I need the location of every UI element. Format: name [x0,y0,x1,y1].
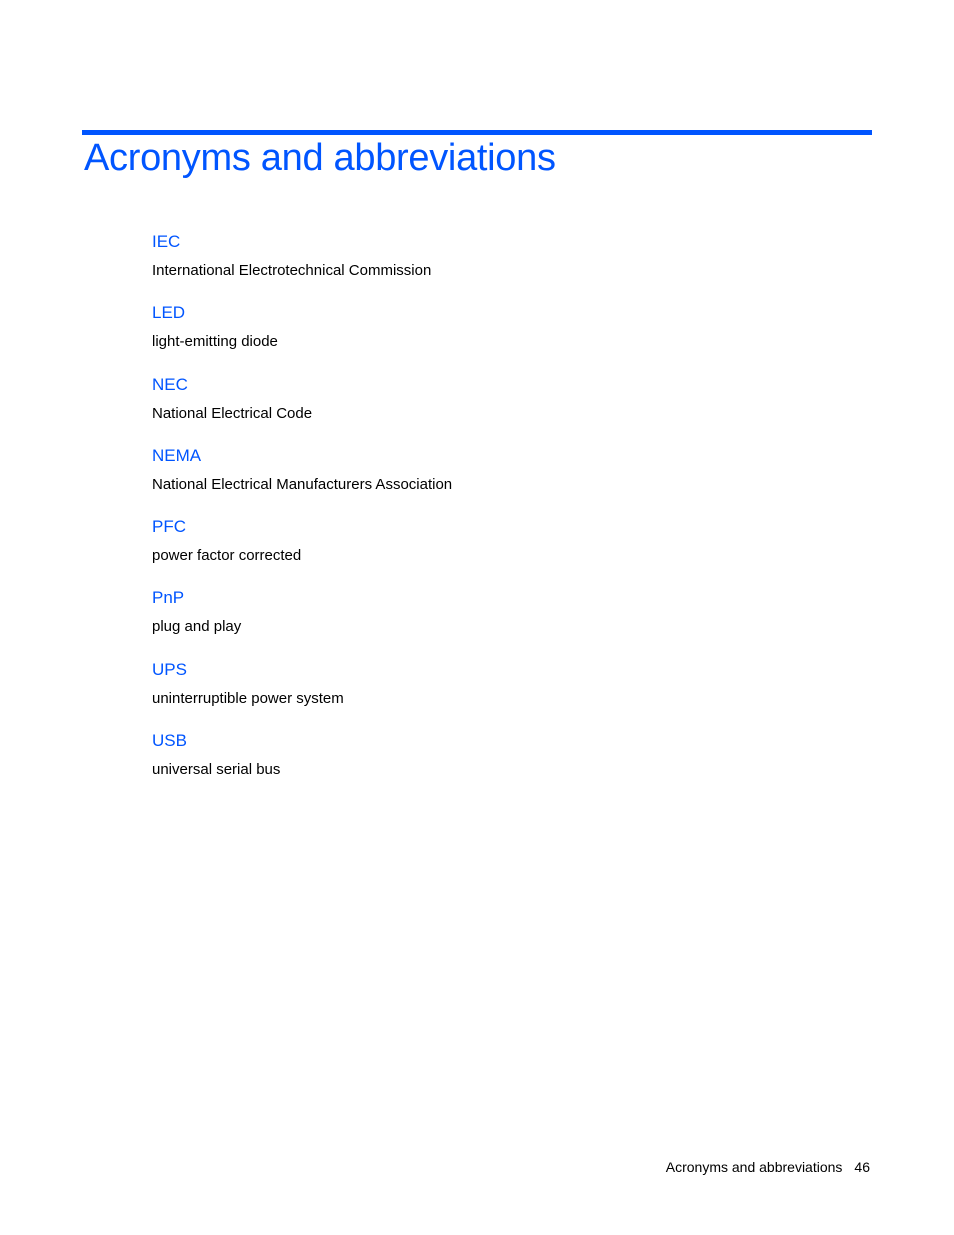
page-title: Acronyms and abbreviations [84,137,556,179]
title-rule [82,130,872,135]
acronym-definition: power factor corrected [152,547,302,565]
acronym-term: USB [152,731,187,751]
acronym-term: PFC [152,517,186,537]
page-footer [666,1157,870,1177]
acronym-definition: plug and play [152,618,242,636]
list-item [152,656,452,727]
acronym-term: IEC [152,232,181,251]
list-item [152,584,452,655]
acronym-definition: light-emitting diode [152,333,278,351]
list-item [152,513,452,584]
list-item [152,727,452,798]
list-item [152,299,452,370]
list-item [152,228,452,299]
acronym-definition: International Electrotechnical Commission [152,262,432,279]
acronym-definition: universal serial bus [152,761,281,779]
acronym-definition: uninterruptible power system [152,689,344,707]
acronym-term: UPS [152,659,187,679]
acronym-term: PnP [152,588,185,608]
acronym-list [152,228,452,798]
acronym-term: NEMA [152,445,202,465]
acronym-term: LED [152,303,186,323]
list-item [152,442,452,513]
footer-section-title: Acronyms and abbreviations [665,1159,843,1175]
page-number: 46 [854,1159,870,1175]
list-item [152,371,452,442]
acronym-term: NEC [152,374,188,394]
acronym-definition: National Electrical Manufacturers Association [152,475,453,493]
acronym-definition: National Electrical Code [152,404,313,422]
